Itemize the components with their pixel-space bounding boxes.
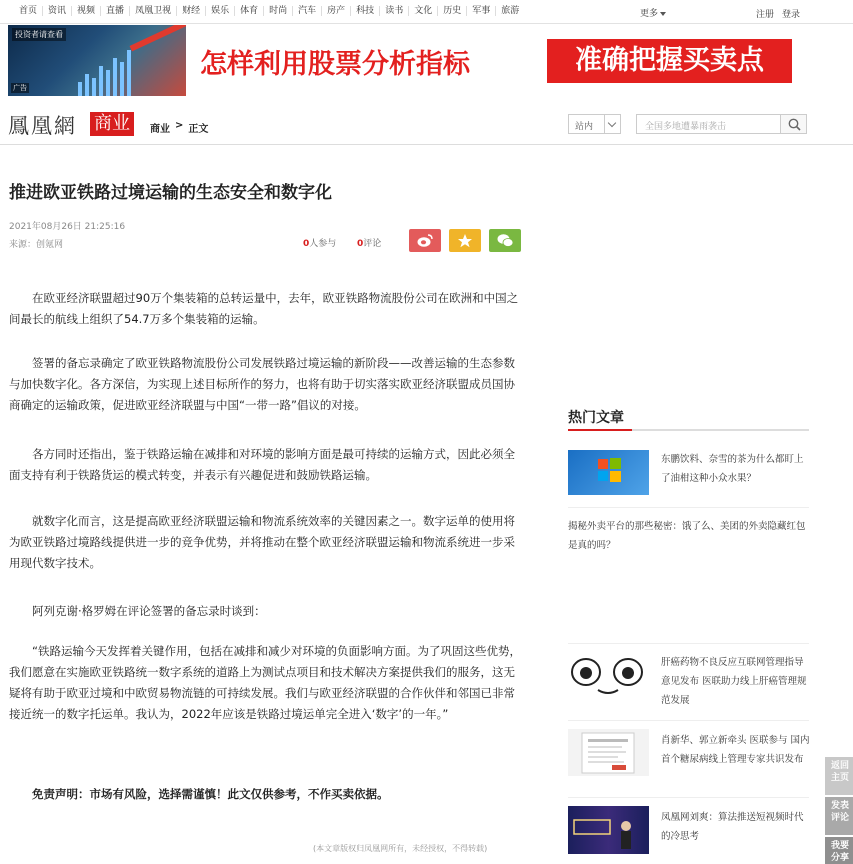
breadcrumb-business[interactable]: 商业	[150, 124, 170, 135]
nav-item[interactable]: 凤凰卫视	[130, 6, 177, 16]
article-thumbnail[interactable]	[568, 652, 649, 698]
nav-item[interactable]: 财经	[177, 6, 206, 16]
banner-highlight[interactable]: 准确把握买卖点	[547, 39, 792, 83]
comments-label: 评论	[363, 239, 382, 249]
participants-count[interactable]	[303, 236, 336, 249]
comments-number: 0	[357, 239, 364, 249]
article-paragraph: 阿列克谢·格罗姆在评论签署的备忘录时谈到：	[32, 604, 266, 618]
article-paragraph: 在欧亚经济联盟超过90万个集装箱的总转运量中，去年，欧亚铁路物流股份公司在欧洲和中国之间最长的航线上组织了54.7万多个集装箱的运输。	[9, 291, 519, 326]
comments-count[interactable]	[357, 236, 381, 249]
participants-label: 人参与	[309, 239, 337, 249]
share-weibo-button[interactable]	[409, 229, 441, 252]
star-icon	[457, 233, 473, 248]
share-wechat-button[interactable]	[489, 229, 521, 252]
article-source: 来源：创氪网	[9, 240, 64, 250]
hot-articles-title: 热门文章	[568, 410, 624, 426]
document-icon	[568, 729, 649, 776]
nav-item[interactable]: 历史	[438, 6, 467, 16]
weibo-icon	[417, 233, 433, 248]
nav-item[interactable]: 时尚	[264, 6, 293, 16]
breadcrumb-current: 正文	[188, 124, 209, 135]
nav-item[interactable]: 汽车	[293, 6, 322, 16]
hot-article-link[interactable]: 东鹏饮料、奈雪的茶为什么都盯上了油柑这种小众水果？	[661, 454, 804, 484]
breadcrumb	[150, 120, 208, 135]
participants-number: 0	[303, 239, 310, 249]
hot-article-link[interactable]: 肝癌药物不良反应互联网管理指导意见发布 医联助力线上肝癌管理规范发展	[661, 657, 807, 706]
nav-item[interactable]: 读书	[380, 6, 409, 16]
article-paragraph: 各方同时还指出，鉴于铁路运输在减排和对环境的影响方面是最可持续的运输方式，因此必须全面支持有利于铁路货运的模式转变，并表示有兴趣促进和鼓励铁路运输。	[9, 447, 515, 482]
more-menu[interactable]	[640, 6, 666, 19]
nav-item[interactable]: 娱乐	[206, 6, 235, 16]
more-label: 更多	[640, 9, 659, 19]
article-thumbnail[interactable]	[568, 450, 649, 495]
hot-article-link[interactable]: 揭秘外卖平台的那些秘密：饿了么、美团的外卖隐藏红包是真的吗？	[568, 521, 806, 551]
hot-articles-divider	[568, 429, 809, 431]
arrow-up-icon	[130, 25, 186, 51]
article-quote: “铁路运输今天发挥着关键作用，包括在减排和减少对环境的负面影响方面。为了巩固这些优势，我们愿意在实施欧亚铁路统一数字系统的道路上为测试点项目和技术解决方案提供我们的服务，这无疑将有助于欧亚过境和中欧贸易物流链的可持续发展。我们与欧亚经济联盟的合作伙伴和邻国已非常接近统一的数字托运单。我认为，2022年应该是铁路过境运单完全进入‘数字’的一年。”	[9, 644, 521, 721]
back-home-button[interactable]: 返回主页	[825, 757, 853, 795]
banner-headline[interactable]: 怎样利用股票分析指标	[200, 49, 470, 80]
nav-item[interactable]: 首页	[14, 6, 43, 16]
search-input[interactable]: 全国多地遭暴雨袭击	[636, 114, 781, 134]
cartoon-face-icon	[568, 652, 649, 698]
site-scope-label: 站内	[575, 122, 594, 132]
register-link[interactable]: 注册	[756, 10, 775, 20]
hot-article-link[interactable]: 凤凰网刘爽：算法推送短视频时代的冷思考	[661, 812, 804, 842]
chevron-down-icon	[660, 12, 666, 16]
article-thumbnail[interactable]	[568, 729, 649, 776]
nav-item[interactable]: 视频	[72, 6, 101, 16]
chevron-down-icon	[604, 115, 620, 133]
stage-speaker-icon	[568, 806, 649, 854]
ad-label: 广告	[13, 84, 27, 92]
windows-logo-icon	[568, 450, 649, 495]
article-title: 推进欧亚铁路过境运输的生态安全和数字化	[9, 183, 332, 203]
nav-item[interactable]: 房产	[322, 6, 351, 16]
divider	[568, 797, 809, 798]
nav-item[interactable]: 军事	[467, 6, 496, 16]
favorite-button[interactable]	[449, 229, 481, 252]
banner-image[interactable]	[8, 25, 186, 96]
top-nav	[0, 0, 853, 24]
publish-time: 2021年08月26日 21:25:16	[9, 222, 126, 232]
search-icon	[788, 118, 801, 131]
divider	[568, 507, 809, 508]
nav-item[interactable]: 文化	[409, 6, 438, 16]
site-scope-select[interactable]	[568, 114, 621, 134]
nav-item[interactable]: 资讯	[43, 6, 72, 16]
divider	[568, 720, 809, 721]
nav-item[interactable]: 体育	[235, 6, 264, 16]
article-paragraph: 就数字化而言，这是提高欧亚经济联盟运输和物流系统效率的关键因素之一。数字运单的使用将为欧亚铁路过境路线提供进一步的竞争优势，并将推动在整个欧亚经济联盟运输和物流系统进一步采用现代数字技术。	[9, 514, 515, 570]
banner-tag: 投资者请查看	[12, 28, 66, 41]
copyright-note: (本文章版权归凤凰网所有，未经授权，不得转载)	[313, 844, 488, 853]
nav-item[interactable]: 旅游	[501, 6, 520, 16]
article-paragraph: 签署的备忘录确定了欧亚铁路物流股份公司发展铁路过境运输的新阶段——改善运输的生态参数与加快数字化。各方深信，为实现上述目标所作的努力，也将有助于切实落实欧亚经济联盟成员国协商确定的运输政策，促进欧亚经济联盟与中国“一带一路”倡议的对接。	[9, 356, 515, 412]
nav-item[interactable]: 直播	[101, 6, 130, 16]
post-comment-button[interactable]: 发表评论	[825, 797, 853, 835]
divider	[568, 643, 809, 644]
top-nav-items	[14, 6, 524, 16]
breadcrumb-separator: >	[175, 120, 184, 131]
site-logo[interactable]: 鳳凰網	[8, 114, 77, 138]
search-button[interactable]	[780, 114, 807, 134]
article-thumbnail[interactable]	[568, 806, 649, 854]
disclaimer: 免责声明：市场有风险，选择需谨慎！此文仅供参考，不作买卖依据。	[32, 787, 389, 801]
auth-links	[756, 7, 800, 20]
login-link[interactable]: 登录	[782, 10, 801, 20]
chart-bars-decoration	[78, 50, 131, 96]
nav-item[interactable]: 科技	[351, 6, 380, 16]
wechat-icon	[497, 233, 514, 248]
channel-logo[interactable]: 商业	[90, 112, 134, 136]
hot-article-link[interactable]: 肖新华、郭立新牵头 医联参与 国内首个糖尿病线上管理专家共识发布	[661, 735, 810, 765]
share-button[interactable]: 我要分享	[825, 837, 853, 864]
